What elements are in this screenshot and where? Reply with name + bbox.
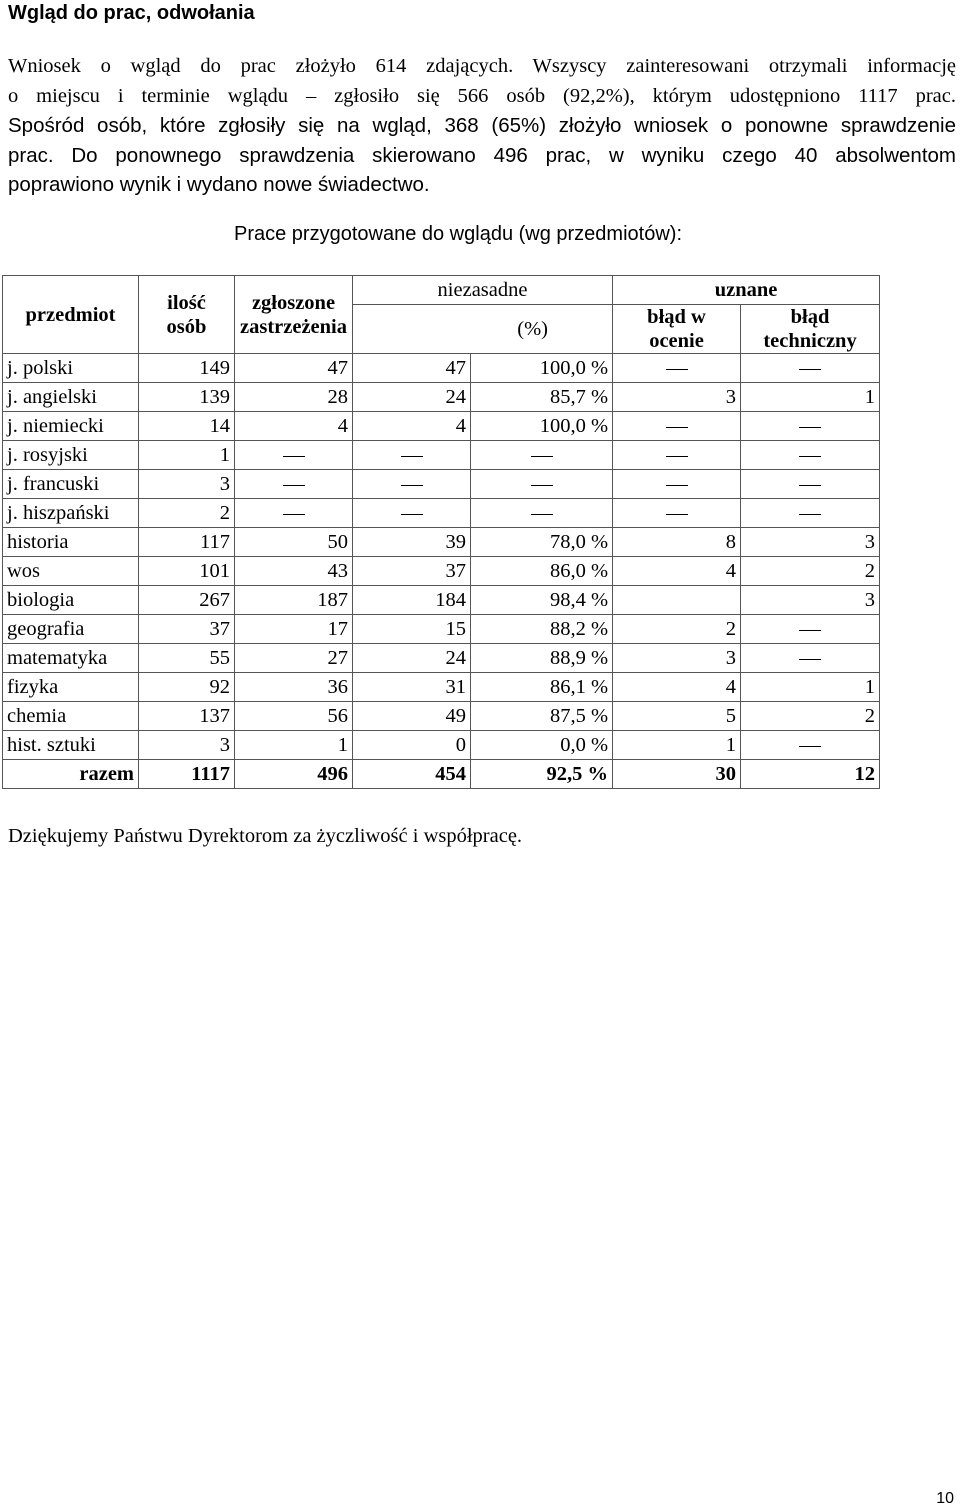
table-row	[3, 383, 880, 412]
cell-unfounded: 184	[353, 586, 471, 615]
cell-unfounded: 24	[353, 644, 471, 673]
empty-dash	[666, 485, 688, 486]
cell-technical-error: 2	[741, 702, 880, 731]
cell-grading-error	[613, 354, 741, 383]
table-row	[3, 499, 880, 528]
cell-count: 37	[139, 615, 235, 644]
cell-percent	[471, 470, 613, 499]
paragraph-line: Wniosek o wgląd do prac złożyło 614 zdających. Wszyscy zainteresowani otrzymali informację	[8, 55, 956, 77]
cell-grading-error: 2	[613, 615, 741, 644]
empty-dash	[799, 746, 821, 747]
cell-count: 117	[139, 528, 235, 557]
table-row	[3, 557, 880, 586]
table-row	[3, 702, 880, 731]
cell-technical-error: 2	[741, 557, 880, 586]
cell-percent: 100,0 %	[471, 354, 613, 383]
table-row	[3, 441, 880, 470]
cell-percent: 92,5 %	[471, 760, 613, 789]
thanks-note: Dziękujemy Państwu Dyrektorom za życzliwość i współpracę.	[8, 825, 523, 847]
cell-subject: geografia	[3, 615, 139, 644]
cell-unfounded: 31	[353, 673, 471, 702]
cell-count: 1117	[139, 760, 235, 789]
intro-paragraph	[8, 52, 956, 200]
cell-count: 101	[139, 557, 235, 586]
empty-dash	[666, 427, 688, 428]
cell-technical-error: 1	[741, 383, 880, 412]
cell-grading-error	[613, 586, 741, 615]
cell-unfounded: 0	[353, 731, 471, 760]
cell-subject: razem	[3, 760, 139, 789]
table-row	[3, 354, 880, 383]
cell-technical-error: 3	[741, 586, 880, 615]
cell-technical-error	[741, 731, 880, 760]
cell-grading-error	[613, 499, 741, 528]
cell-percent: 88,9 %	[471, 644, 613, 673]
empty-dash	[283, 485, 305, 486]
cell-claims: 56	[235, 702, 353, 731]
cell-grading-error: 5	[613, 702, 741, 731]
header-unfounded-pct: (%)	[353, 305, 613, 354]
cell-technical-error	[741, 615, 880, 644]
cell-count: 2	[139, 499, 235, 528]
table-row	[3, 470, 880, 499]
empty-dash	[401, 456, 423, 457]
cell-technical-error: 12	[741, 760, 880, 789]
table-row	[3, 644, 880, 673]
table-row	[3, 673, 880, 702]
cell-claims	[235, 470, 353, 499]
cell-grading-error: 3	[613, 644, 741, 673]
cell-grading-error: 30	[613, 760, 741, 789]
empty-dash	[666, 456, 688, 457]
cell-unfounded: 454	[353, 760, 471, 789]
cell-subject: hist. sztuki	[3, 731, 139, 760]
cell-count: 149	[139, 354, 235, 383]
header-subject: przedmiot	[3, 276, 139, 354]
cell-grading-error: 4	[613, 557, 741, 586]
cell-subject: wos	[3, 557, 139, 586]
total-row	[3, 760, 880, 789]
cell-unfounded: 4	[353, 412, 471, 441]
empty-dash	[531, 485, 553, 486]
cell-subject: chemia	[3, 702, 139, 731]
cell-subject: j. polski	[3, 354, 139, 383]
cell-claims: 28	[235, 383, 353, 412]
cell-claims: 4	[235, 412, 353, 441]
cell-count: 267	[139, 586, 235, 615]
cell-claims: 36	[235, 673, 353, 702]
cell-claims: 50	[235, 528, 353, 557]
cell-count: 1	[139, 441, 235, 470]
cell-claims: 47	[235, 354, 353, 383]
cell-percent: 86,1 %	[471, 673, 613, 702]
cell-technical-error	[741, 354, 880, 383]
cell-claims: 17	[235, 615, 353, 644]
cell-unfounded: 47	[353, 354, 471, 383]
cell-technical-error	[741, 412, 880, 441]
table-body	[3, 354, 880, 789]
empty-dash	[799, 427, 821, 428]
section-heading: Wgląd do prac, odwołania	[8, 2, 255, 24]
cell-claims: 27	[235, 644, 353, 673]
header-accepted: uznane	[613, 276, 880, 305]
cell-grading-error: 3	[613, 383, 741, 412]
paragraph-line: Spośród osób, które zgłosiły się na wgląd, 368 (65%) złożyło wniosek o ponowne sprawdzenie	[8, 114, 956, 137]
cell-claims: 43	[235, 557, 353, 586]
empty-dash	[799, 630, 821, 631]
cell-subject: matematyka	[3, 644, 139, 673]
cell-percent: 98,4 %	[471, 586, 613, 615]
cell-percent: 0,0 %	[471, 731, 613, 760]
cell-subject: j. rosyjski	[3, 441, 139, 470]
cell-count: 3	[139, 470, 235, 499]
cell-subject: j. francuski	[3, 470, 139, 499]
empty-dash	[799, 369, 821, 370]
cell-technical-error	[741, 644, 880, 673]
cell-subject: biologia	[3, 586, 139, 615]
empty-dash	[531, 514, 553, 515]
cell-claims: 496	[235, 760, 353, 789]
cell-unfounded: 49	[353, 702, 471, 731]
cell-technical-error	[741, 470, 880, 499]
cell-subject: fizyka	[3, 673, 139, 702]
page-number: 10	[936, 1490, 954, 1507]
cell-unfounded: 39	[353, 528, 471, 557]
cell-unfounded	[353, 470, 471, 499]
cell-count: 139	[139, 383, 235, 412]
cell-grading-error	[613, 412, 741, 441]
header-grading-error: błąd w ocenie	[613, 305, 741, 354]
empty-dash	[283, 456, 305, 457]
paragraph-line: o miejscu i terminie wglądu – zgłosiło się 566 osób (92,2%), którym udostępniono 1117 prac.	[8, 84, 956, 107]
cell-percent: 100,0 %	[471, 412, 613, 441]
empty-dash	[799, 456, 821, 457]
cell-grading-error	[613, 470, 741, 499]
cell-technical-error: 1	[741, 673, 880, 702]
cell-count: 92	[139, 673, 235, 702]
cell-grading-error: 1	[613, 731, 741, 760]
cell-subject: j. niemiecki	[3, 412, 139, 441]
appeals-table	[2, 275, 880, 789]
table-row	[3, 586, 880, 615]
cell-count: 14	[139, 412, 235, 441]
cell-claims: 1	[235, 731, 353, 760]
table-row	[3, 412, 880, 441]
cell-percent	[471, 499, 613, 528]
cell-technical-error	[741, 441, 880, 470]
cell-claims: 187	[235, 586, 353, 615]
empty-dash	[401, 485, 423, 486]
cell-unfounded	[353, 441, 471, 470]
cell-count: 55	[139, 644, 235, 673]
empty-dash	[531, 456, 553, 457]
paragraph-line: prac. Do ponownego sprawdzenia skierowano 496 prac, w wyniku czego 40 absolwentom	[8, 143, 956, 167]
empty-dash	[401, 514, 423, 515]
table-row	[3, 528, 880, 557]
cell-claims	[235, 499, 353, 528]
cell-technical-error	[741, 499, 880, 528]
cell-subject: historia	[3, 528, 139, 557]
table-row	[3, 615, 880, 644]
cell-unfounded: 24	[353, 383, 471, 412]
empty-dash	[799, 485, 821, 486]
table-caption: Prace przygotowane do wglądu (wg przedmiotów):	[234, 223, 682, 245]
cell-grading-error: 4	[613, 673, 741, 702]
cell-claims	[235, 441, 353, 470]
cell-percent	[471, 441, 613, 470]
cell-count: 137	[139, 702, 235, 731]
cell-grading-error	[613, 441, 741, 470]
empty-dash	[799, 659, 821, 660]
header-claims: zgłoszone zastrzeżenia	[235, 276, 353, 354]
cell-percent: 88,2 %	[471, 615, 613, 644]
table-row	[3, 731, 880, 760]
header-technical-error: błąd techniczny	[741, 305, 880, 354]
cell-percent: 87,5 %	[471, 702, 613, 731]
cell-count: 3	[139, 731, 235, 760]
cell-percent: 86,0 %	[471, 557, 613, 586]
cell-percent: 85,7 %	[471, 383, 613, 412]
empty-dash	[666, 369, 688, 370]
empty-dash	[799, 514, 821, 515]
cell-unfounded: 37	[353, 557, 471, 586]
header-count: ilość osób	[139, 276, 235, 354]
cell-unfounded	[353, 499, 471, 528]
paragraph-line: poprawiono wynik i wydano nowe świadectwo.	[8, 173, 430, 196]
cell-unfounded: 15	[353, 615, 471, 644]
cell-subject: j. hiszpański	[3, 499, 139, 528]
cell-technical-error: 3	[741, 528, 880, 557]
empty-dash	[666, 514, 688, 515]
empty-dash	[283, 514, 305, 515]
cell-subject: j. angielski	[3, 383, 139, 412]
header-unfounded: niezasadne	[353, 276, 613, 305]
cell-percent: 78,0 %	[471, 528, 613, 557]
cell-grading-error: 8	[613, 528, 741, 557]
